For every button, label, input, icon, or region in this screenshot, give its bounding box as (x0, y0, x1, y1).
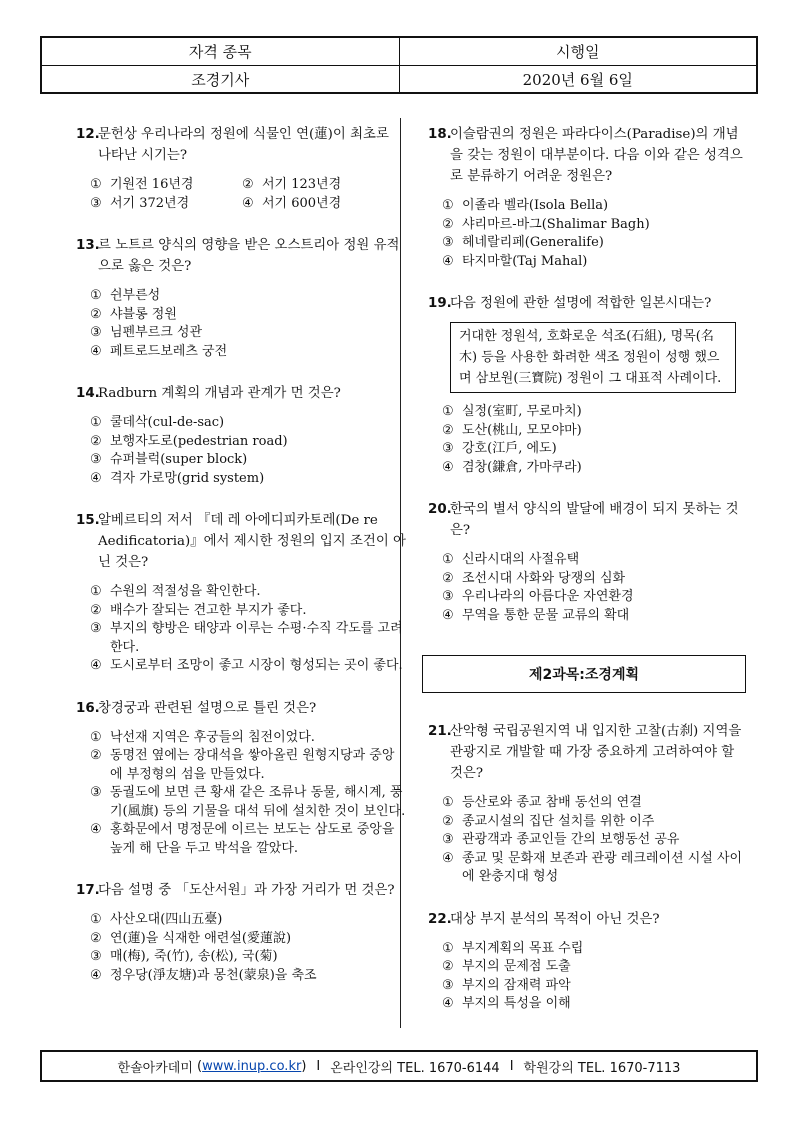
question-text: 대상 부지 분석의 목적이 아닌 것은? (450, 911, 660, 927)
header-label-subject: 자격 종목 (42, 38, 400, 65)
option-text: 매(梅), 죽(竹), 송(松), 국(菊) (110, 949, 278, 964)
answer-option[interactable] (90, 784, 406, 821)
option-text: 부지의 향방은 태양과 이루는 수평·수직 각도를 고려한다. (110, 621, 403, 655)
option-text: 관광객과 종교인들 간의 보행동선 공유 (462, 832, 680, 847)
question (428, 124, 748, 271)
option-marker: ① (442, 940, 454, 956)
answer-option[interactable] (90, 451, 406, 470)
option-text: 강호(江戶, 에도) (462, 441, 557, 456)
option-text: 부지의 잠재력 파악 (462, 977, 571, 993)
question (76, 235, 406, 361)
option-marker: ① (442, 198, 454, 213)
answer-option[interactable] (442, 459, 748, 478)
answer-option[interactable] (90, 414, 406, 433)
option-text: 수원의 적절성을 확인한다. (110, 584, 261, 599)
answer-option[interactable] (442, 253, 748, 272)
answer-option[interactable] (442, 813, 748, 832)
option-list (428, 551, 748, 625)
footer-separator: I (316, 1058, 321, 1074)
question-stem (428, 499, 748, 541)
option-text: 낙선재 지역은 후궁들의 침전이었다. (110, 729, 315, 745)
question-text: 다음 정원에 관한 설명에 적합한 일본시대는? (450, 296, 712, 311)
option-marker: ① (442, 795, 454, 810)
answer-option[interactable] (90, 176, 242, 195)
answer-option[interactable] (442, 234, 748, 253)
option-marker: ③ (90, 949, 102, 964)
answer-option[interactable] (90, 948, 406, 967)
option-text: 쉰부른성 (110, 288, 161, 303)
option-marker: ④ (242, 195, 254, 211)
option-marker: ④ (90, 470, 102, 486)
option-marker: ④ (442, 996, 454, 1011)
answer-option[interactable] (242, 195, 394, 214)
option-text: 등산로와 종교 참배 동선의 연결 (462, 795, 642, 810)
answer-option[interactable] (90, 195, 242, 214)
answer-option[interactable] (90, 602, 406, 621)
question (76, 880, 406, 985)
option-marker: ④ (90, 967, 102, 983)
answer-option[interactable] (90, 287, 406, 306)
option-marker: ① (90, 729, 102, 745)
question-number: 21. (428, 724, 452, 739)
question-stem (76, 880, 406, 901)
header-value-date: 2020년 6월 6일 (522, 71, 633, 89)
option-marker: ④ (442, 459, 454, 475)
option-list (76, 729, 406, 859)
answer-option[interactable] (90, 930, 406, 949)
answer-option[interactable] (442, 850, 748, 887)
question-number: 14. (76, 386, 100, 401)
answer-option[interactable] (442, 607, 748, 626)
option-marker: ③ (442, 589, 454, 604)
option-text: 이졸라 벨라(Isola Bella) (462, 198, 609, 213)
option-marker: ② (90, 306, 102, 322)
option-marker: ② (442, 959, 454, 974)
answer-option[interactable] (442, 977, 748, 996)
answer-option[interactable] (90, 583, 406, 602)
option-marker: ④ (442, 850, 454, 866)
footer-online: 온라인강의 TEL. 1670-6144 (330, 1060, 500, 1076)
option-text: 동명전 옆에는 장대석을 쌓아올린 원형지당과 중앙에 부정형의 섬을 만들었다. (110, 748, 395, 782)
question-number: 12. (76, 127, 100, 142)
option-text: 겸창(鎌倉, 가마쿠라) (462, 459, 582, 475)
option-text: 서기 123년경 (262, 177, 342, 192)
option-text: 신라시대의 사절유택 (462, 552, 580, 567)
question-number: 16. (76, 700, 100, 716)
question-number: 20. (428, 502, 452, 517)
question-text: 이슬람권의 정원은 파라다이스(Paradise)의 개념을 갖는 정원이 대부분이다. 다음 이와 같은 성격으로 분류하기 어려운 정원은? (450, 127, 743, 184)
option-text: 기원전 16년경 (110, 177, 194, 192)
option-text: 홍화문에서 명정문에 이르는 보도는 삼도로 중앙을 높게 해 단을 두고 박석을 깔았다. (110, 822, 395, 856)
question-text: 산악형 국립공원지역 내 입지한 고찰(古刹) 지역을 관광지로 개발할 때 가장 중요하게 고려하여야 할 것은? (450, 724, 742, 781)
option-marker: ① (442, 552, 454, 567)
option-list (76, 176, 406, 213)
option-text: 쿨데삭(cul-de-sac) (110, 415, 225, 430)
option-marker: ① (90, 912, 102, 927)
option-marker: ④ (90, 658, 102, 673)
option-list (76, 583, 406, 676)
option-list (428, 197, 748, 271)
answer-option[interactable] (442, 422, 748, 441)
option-marker: ③ (90, 325, 102, 340)
answer-option[interactable] (90, 729, 406, 748)
question-number: 17. (76, 883, 100, 898)
answer-option[interactable] (442, 197, 748, 216)
question-text: 르 노트르 양식의 영향을 받은 오스트리아 정원 유적으로 옳은 것은? (98, 238, 400, 274)
question (428, 721, 748, 887)
answer-option[interactable] (442, 216, 748, 235)
answer-option[interactable] (90, 306, 406, 325)
answer-option[interactable] (90, 343, 406, 362)
option-text: 부지의 문제점 도출 (462, 959, 571, 974)
header-value-subject: 조경기사 (42, 66, 400, 93)
option-text: 연(蓮)을 식재한 애련설(愛蓮說) (110, 930, 292, 946)
option-marker: ③ (90, 621, 102, 636)
option-list (76, 287, 406, 361)
option-marker: ① (442, 404, 454, 419)
answer-option[interactable] (442, 403, 748, 422)
option-text: 서기 372년경 (110, 195, 190, 211)
option-text: 님펜부르크 성관 (110, 325, 203, 340)
header-label-date: 시행일 (556, 43, 600, 61)
option-marker: ② (90, 748, 102, 763)
option-text: 격자 가로망(grid system) (110, 470, 265, 486)
question-stem (428, 124, 748, 187)
question-text: 다음 설명 중 「도산서원」과 가장 거리가 먼 것은? (98, 883, 395, 898)
question-number: 15. (76, 513, 100, 528)
question-stem (76, 698, 406, 719)
option-marker: ③ (442, 977, 454, 993)
question-text: 알베르티의 저서 『데 레 아에디피카토레(De re Aedificatoria)』에서 제시한 정원의 입지 조건이 아닌 것은? (98, 513, 406, 570)
answer-option[interactable] (442, 570, 748, 589)
option-text: 타지마할(Taj Mahal) (462, 253, 588, 269)
answer-option[interactable] (442, 940, 748, 959)
option-text: 보행자도로(pedestrian road) (110, 433, 288, 449)
question-stem (76, 124, 406, 166)
option-text: 동궐도에 보면 큰 황새 같은 조류나 동물, 해시계, 풍기(風旗) 등의 기물을 대석 뒤에 설치한 것이 보인다. (110, 785, 406, 819)
option-list (76, 911, 406, 985)
option-text: 실정(室町, 무로마치) (462, 404, 582, 419)
question-text: 한국의 별서 양식의 발달에 배경이 되지 못하는 것은? (450, 502, 739, 538)
question-stem (428, 721, 748, 784)
question (76, 124, 406, 213)
option-marker: ④ (90, 822, 102, 837)
option-text: 사산오대(四山五臺) (110, 912, 223, 927)
option-marker: ④ (442, 253, 454, 269)
question (76, 383, 406, 488)
option-marker: ② (442, 813, 454, 829)
option-text: 우리나라의 아름다운 자연환경 (462, 589, 634, 604)
answer-option[interactable] (90, 324, 406, 343)
option-list (76, 414, 406, 488)
answer-option[interactable] (90, 821, 406, 858)
question (76, 510, 406, 676)
question (428, 909, 748, 1014)
question-number: 18. (428, 127, 452, 142)
option-marker: ① (90, 415, 102, 430)
option-marker: ② (90, 602, 102, 618)
answer-option[interactable] (442, 958, 748, 977)
answer-option[interactable] (90, 620, 406, 657)
subject-title: 제2과목:조경계획 (422, 655, 746, 693)
option-text: 도산(桃山, 모모야마) (462, 422, 582, 438)
answer-option[interactable] (242, 176, 394, 195)
option-marker: ③ (90, 195, 102, 211)
option-list (428, 794, 748, 887)
question-stem (76, 235, 406, 277)
right-column (428, 124, 748, 1036)
answer-option[interactable] (442, 588, 748, 607)
option-marker: ① (90, 288, 102, 303)
question (428, 293, 748, 477)
option-text: 부지의 특성을 이해 (462, 996, 571, 1011)
question-text: 창경궁과 관련된 설명으로 틀린 것은? (98, 700, 317, 716)
option-marker: ② (90, 433, 102, 449)
footer: 한솔아카데미 ( www.inup.co.kr ) I 온라인강의 TEL. 1670-6144 I 학원강의 TEL. 1670-7113 (40, 1050, 758, 1082)
option-marker: ① (90, 177, 102, 192)
option-marker: ② (442, 422, 454, 438)
answer-option[interactable] (90, 967, 406, 986)
option-marker: ④ (442, 607, 454, 623)
option-marker: ③ (442, 441, 454, 456)
option-marker: ③ (442, 235, 454, 250)
option-marker: ③ (442, 832, 454, 847)
option-text: 정우당(淨友塘)과 몽천(蒙泉)을 축조 (110, 967, 317, 983)
footer-offline: 학원강의 TEL. 1670-7113 (523, 1060, 681, 1076)
option-marker: ② (242, 177, 254, 192)
answer-option[interactable] (442, 440, 748, 459)
option-text: 슈퍼블럭(super block) (110, 452, 248, 467)
question-number: 22. (428, 911, 452, 927)
option-marker: ③ (90, 452, 102, 467)
question-number: 19. (428, 296, 452, 311)
option-marker: ③ (90, 785, 102, 800)
option-text: 샤블롱 정원 (110, 306, 177, 322)
footer-academy: 한솔아카데미 (117, 1060, 193, 1076)
footer-url-link[interactable]: www.inup.co.kr (202, 1058, 302, 1074)
answer-option[interactable] (90, 747, 406, 784)
option-marker: ② (90, 930, 102, 946)
answer-option[interactable] (90, 911, 406, 930)
option-text: 종교 및 문화재 보존과 관광 레크레이션 시설 사이에 완충지대 형성 (462, 850, 743, 884)
left-column (76, 124, 406, 1007)
question-stem (428, 909, 748, 930)
option-text: 종교시설의 집단 설치를 위한 이주 (462, 813, 655, 829)
option-text: 조선시대 사화와 당쟁의 심화 (462, 570, 626, 586)
question-number: 13. (76, 238, 100, 253)
option-marker: ② (442, 216, 454, 232)
option-list (428, 403, 748, 477)
option-text: 부지계획의 목표 수립 (462, 940, 584, 956)
answer-option[interactable] (90, 433, 406, 452)
question-text: Radburn 계획의 개념과 관계가 먼 것은? (98, 386, 341, 401)
question-info-box: 거대한 정원석, 호화로운 석조(石組), 명목(名木) 등을 사용한 화려한 색조 정원이 성행 했으며 삼보원(三寶院) 정원이 그 대표적 사례이다. (450, 322, 736, 393)
answer-option[interactable] (90, 470, 406, 489)
option-text: 샤리마르-바그(Shalimar Bagh) (462, 216, 650, 232)
option-marker: ① (90, 584, 102, 599)
question-stem (76, 383, 406, 404)
option-text: 무역을 통한 문물 교류의 확대 (462, 607, 630, 623)
question-text: 문헌상 우리나라의 정원에 식물인 연(蓮)이 최초로 나타난 시기는? (98, 127, 389, 163)
option-text: 서기 600년경 (262, 195, 342, 211)
option-text: 배수가 잘되는 견고한 부지가 좋다. (110, 602, 307, 618)
option-text: 도시로부터 조망이 좋고 시장이 형성되는 곳이 좋다. (110, 658, 403, 673)
option-text: 페트로드보레츠 궁전 (110, 343, 228, 359)
answer-option[interactable] (442, 794, 748, 813)
answer-option[interactable] (442, 995, 748, 1014)
question (76, 698, 406, 859)
footer-separator: I (509, 1058, 514, 1074)
question (428, 499, 748, 625)
answer-option[interactable] (90, 657, 406, 676)
question-stem (76, 510, 406, 573)
answer-option[interactable] (442, 551, 748, 570)
option-marker: ④ (90, 343, 102, 359)
option-marker: ② (442, 570, 454, 586)
question-stem (428, 293, 748, 314)
option-list (428, 940, 748, 1014)
exam-header (40, 36, 758, 94)
answer-option[interactable] (442, 831, 748, 850)
option-text: 헤네랄리페(Generalife) (462, 235, 604, 250)
